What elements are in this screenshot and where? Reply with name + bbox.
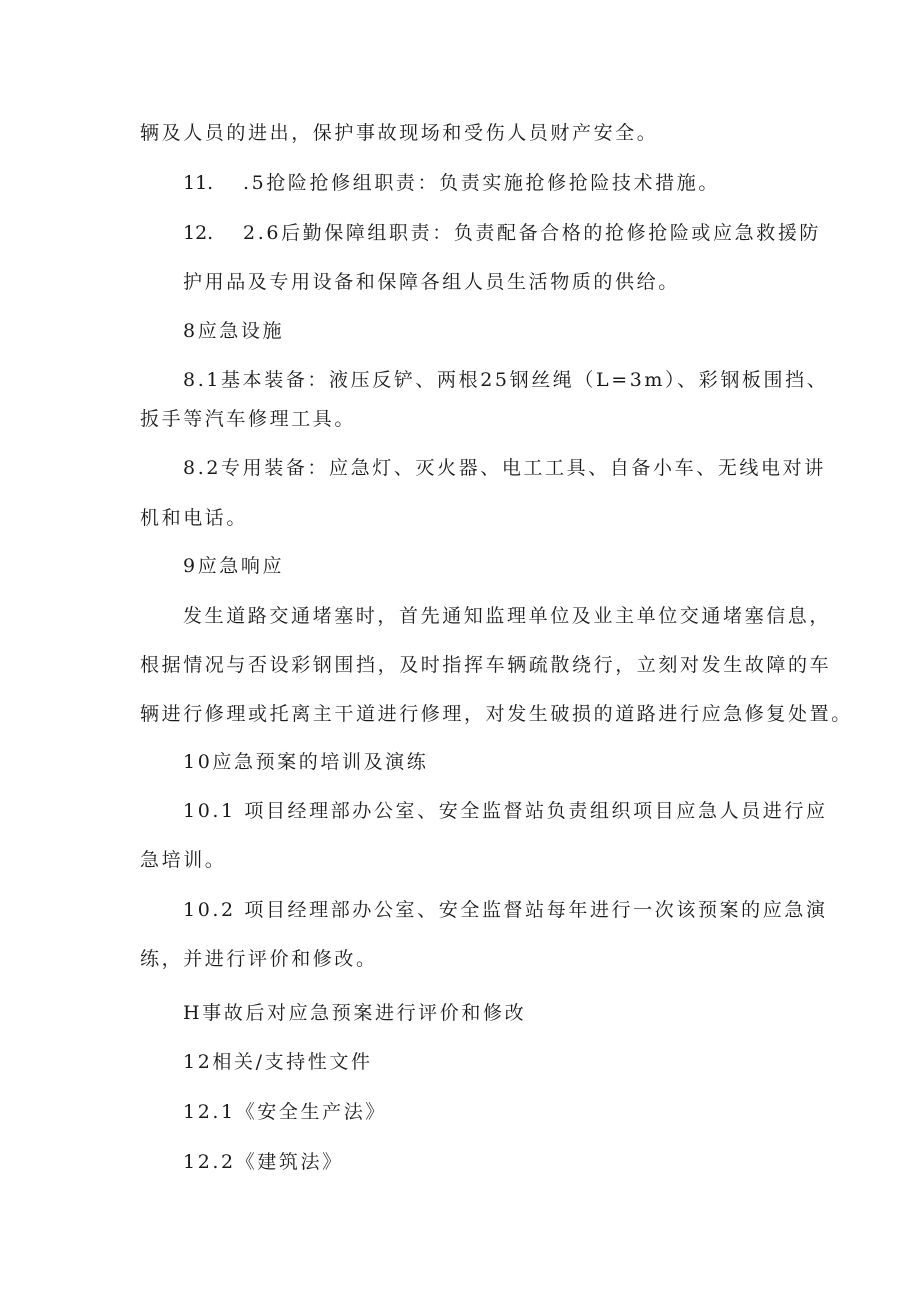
section-heading: 8应急设施 <box>183 320 285 342</box>
paragraph-line: 发生道路交通堵塞时，首先通知监理单位及业主单位交通堵塞信息， <box>183 605 832 627</box>
list-item-text: 2.6后勤保障组职责：负责配备合格的抢修抢险或应急救援防 <box>243 222 822 244</box>
list-item <box>183 170 720 196</box>
list-number: 12. <box>183 222 214 244</box>
paragraph-line: 8.2专用装备：应急灯、灭火器、电工工具、自备小车、无线电对讲 <box>183 457 826 479</box>
section-heading: 12相关/支持性文件 <box>183 1051 373 1073</box>
paragraph-line: 10.2 项目经理部办公室、安全监督站每年进行一次该预案的应急演 <box>183 899 828 921</box>
paragraph-line: 辆及人员的进出，保护事故现场和受伤人员财产安全。 <box>140 122 659 144</box>
paragraph-line: 根据情况与否设彩钢围挡，及时指挥车辆疏散绕行，立刻对发生故障的车 <box>140 654 832 676</box>
reference-item: 12.1《安全生产法》 <box>183 1101 387 1123</box>
list-item-text: .5抢险抢修组职责：负责实施抢修抢险技术措施。 <box>243 172 720 194</box>
paragraph-line: 护用品及专用设备和保障各组人员生活物质的供给。 <box>183 271 680 293</box>
paragraph-line: 辆进行修理或托离主干道进行修理，对发生破损的道路进行应急修复处置。 <box>140 703 853 725</box>
paragraph-line: 急培训。 <box>140 849 227 871</box>
section-heading: H事故后对应急预案进行评价和修改 <box>183 1002 527 1024</box>
section-heading: 9应急响应 <box>183 555 285 577</box>
paragraph-line: 扳手等汽车修理工具。 <box>140 408 357 430</box>
paragraph-line: 10.1 项目经理部办公室、安全监督站负责组织项目应急人员进行应 <box>183 800 828 822</box>
reference-item: 12.2《建筑法》 <box>183 1151 344 1173</box>
list-number: 11. <box>183 172 214 194</box>
paragraph-line: 机和电话。 <box>140 507 249 529</box>
paragraph-line: 练，并进行评价和修改。 <box>140 948 378 970</box>
section-heading: 10应急预案的培训及演练 <box>183 751 429 773</box>
paragraph-line: 8.1基本装备：液压反铲、两根25钢丝绳（L=3m）、彩钢板围挡、 <box>183 369 829 391</box>
list-item <box>183 220 821 246</box>
